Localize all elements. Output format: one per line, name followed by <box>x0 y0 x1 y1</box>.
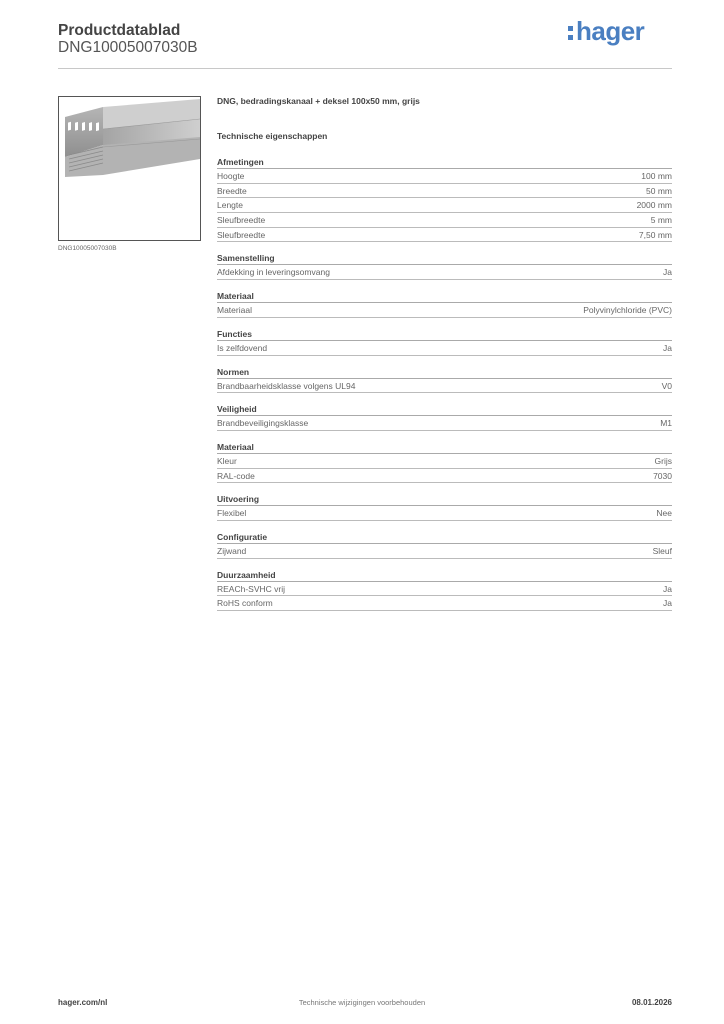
spec-groups <box>217 156 672 611</box>
group-title: Configuratie <box>217 531 672 544</box>
spec-group <box>217 441 672 483</box>
spec-row <box>217 169 672 184</box>
group-title: Veiligheid <box>217 403 672 416</box>
spec-group <box>217 252 672 280</box>
spec-row <box>217 379 672 394</box>
spec-value: 2000 mm <box>636 200 672 211</box>
spec-group <box>217 328 672 356</box>
image-caption: DNG10005007030B <box>58 245 117 252</box>
footer-notice: Technische wijzigingen voorbehouden <box>298 998 426 1007</box>
product-image <box>58 96 201 241</box>
group-title: Functies <box>217 328 672 341</box>
spec-label: Brandbeveiligingsklasse <box>217 418 309 429</box>
spec-value: 7,50 mm <box>638 229 672 240</box>
footer-website-link[interactable]: hager.com/nl <box>58 998 108 1007</box>
spec-row <box>217 303 672 318</box>
spec-row <box>217 265 672 280</box>
spec-label: Materiaal <box>217 305 252 316</box>
logo-text: hager <box>576 16 645 46</box>
spec-row <box>217 341 672 356</box>
spec-content <box>217 96 672 621</box>
group-title: Normen <box>217 366 672 379</box>
group-title: Uitvoering <box>217 493 672 506</box>
spec-value: 5 mm <box>650 215 672 226</box>
spec-row <box>217 454 672 469</box>
spec-group <box>217 366 672 394</box>
spec-row <box>217 228 672 243</box>
spec-group <box>217 493 672 521</box>
spec-label: Afdekking in leveringsomvang <box>217 267 330 278</box>
spec-row <box>217 184 672 199</box>
spec-label: RAL-code <box>217 470 255 481</box>
spec-label: Zijwand <box>217 545 247 556</box>
spec-row <box>217 198 672 213</box>
spec-value: Grijs <box>654 455 672 466</box>
spec-row <box>217 469 672 484</box>
spec-label: Is zelfdovend <box>217 342 268 353</box>
spec-label: Sleufbreedte <box>217 229 266 240</box>
spec-value: Ja <box>663 598 672 609</box>
spec-group <box>217 531 672 559</box>
spec-row <box>217 582 672 597</box>
spec-group <box>217 403 672 431</box>
group-title: Afmetingen <box>217 156 672 169</box>
spec-row <box>217 596 672 611</box>
spec-row <box>217 213 672 228</box>
header-divider <box>58 68 672 69</box>
spec-group <box>217 290 672 318</box>
spec-row <box>217 416 672 431</box>
spec-value: M1 <box>660 418 672 429</box>
spec-label: Kleur <box>217 455 237 466</box>
spec-label: Sleufbreedte <box>217 215 266 226</box>
spec-value: 7030 <box>653 470 672 481</box>
product-description: DNG, bedradingskanaal + deksel 100x50 mm, grijs <box>217 96 420 106</box>
group-title: Materiaal <box>217 290 672 303</box>
spec-label: Hoogte <box>217 171 245 181</box>
footer-date: 08.01.2026 <box>631 998 672 1007</box>
group-title: Samenstelling <box>217 252 672 265</box>
spec-value: V0 <box>661 380 672 391</box>
product-code: DNG10005007030B <box>58 39 198 56</box>
spec-value: 100 mm <box>641 171 672 181</box>
spec-label: Lengte <box>217 200 243 211</box>
spec-row <box>217 506 672 521</box>
spec-label: RoHS conform <box>217 598 273 609</box>
spec-row <box>217 544 672 559</box>
spec-value: Polyvinylchloride (PVC) <box>583 305 672 316</box>
spec-value: 50 mm <box>646 185 672 196</box>
spec-value: Ja <box>663 267 672 278</box>
spec-label: Flexibel <box>217 508 247 519</box>
spec-value: Sleuf <box>652 545 672 556</box>
cable-duct-illustration <box>59 97 200 240</box>
section-title: Technische eigenschappen <box>217 131 328 141</box>
spec-group <box>217 156 672 242</box>
spec-label: REACh-SVHC vrij <box>217 583 286 594</box>
spec-value: Ja <box>663 342 672 353</box>
group-title: Materiaal <box>217 441 672 454</box>
spec-label: Brandbaarheidsklasse volgens UL94 <box>217 380 356 391</box>
logo-dots-icon <box>568 26 573 40</box>
document-title: Productdatablad <box>58 22 181 39</box>
spec-value: Ja <box>663 583 672 594</box>
group-title: Duurzaamheid <box>217 569 672 582</box>
spec-label: Breedte <box>217 185 247 196</box>
spec-group <box>217 569 672 611</box>
hager-logo <box>568 16 644 46</box>
spec-value: Nee <box>656 508 672 519</box>
